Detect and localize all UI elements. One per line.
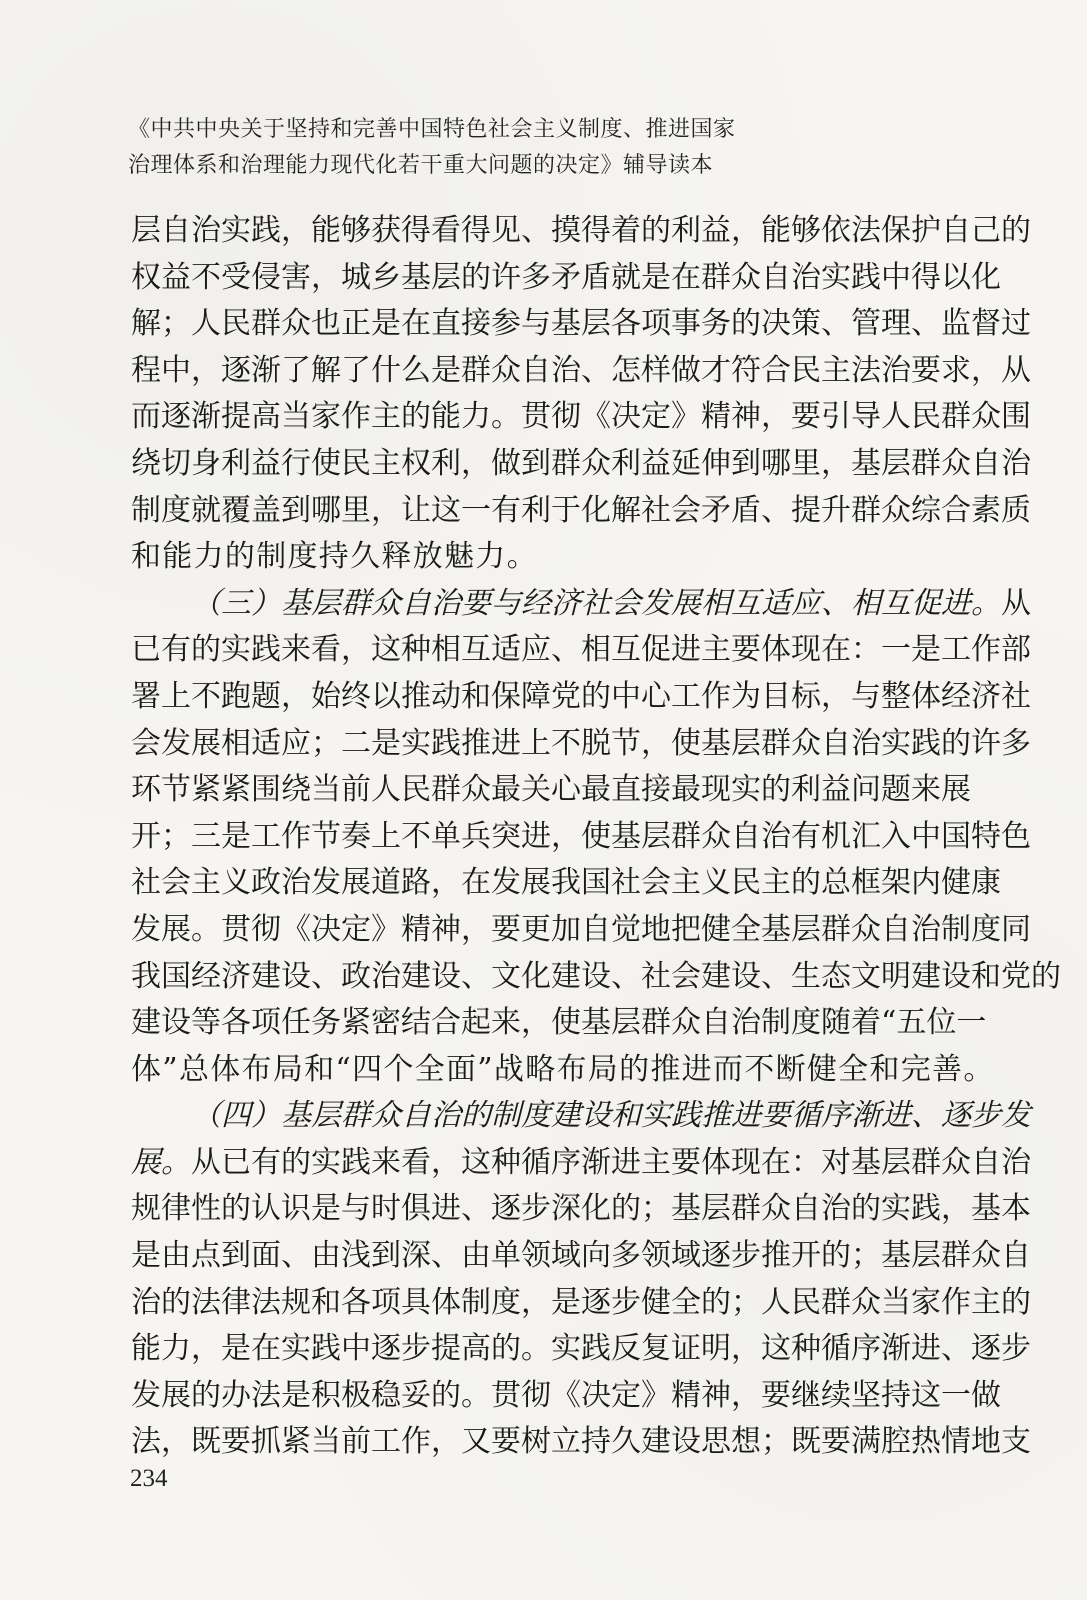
text-line: 署 上 不 跑 题 ， 始 终 以 推 动 和 保 障 党 的 中 心 工 作 为 目 标 ， 与 整 体 经 济 社 xyxy=(131,678,1031,714)
running-header-line-1: 《中共中央关于坚持和完善中国特色社会主义制度、推进国家 xyxy=(128,117,736,142)
text-line: 法 ， 既 要 抓 紧 当 前 工 作 ， 又 要 树 立 持 久 建 设 思 想 ； 既 要 满 腔 热 情 地 支 xyxy=(131,1424,1031,1460)
text-line: 发 展 。 贯 彻 《 决 定 》 精 神 ， 要 更 加 自 觉 地 把 健 全 基 层 群 众 自 治 制 度 同 xyxy=(131,911,1031,947)
text-line: 展 。 从 已 有 的 实 践 来 看 ， 这 种 循 序 渐 进 主 要 体 现 在 ： 对 基 层 群 众 自 治 xyxy=(131,1144,1031,1180)
text-line: 社 会 主 义 政 治 发 展 道 路 ， 在 发 展 我 国 社 会 主 义 民 主 的 总 框 架 内 健 康 xyxy=(131,865,1001,901)
running-header-line-2: 治理体系和治理能力现代化若干重大问题的决定》辅导读本 xyxy=(128,153,714,178)
text-line: 程 中 ， 逐 渐 了 解 了 什 么 是 群 众 自 治 、 怎 样 做 才 符 合 民 主 法 治 要 求 ， 从 xyxy=(131,352,1031,388)
text-line: 而 逐 渐 提 高 当 家 作 主 的 能 力 。 贯 彻 《 决 定 》 精 神 ， 要 引 导 人 民 群 众 围 xyxy=(131,399,1031,435)
page-number: 234 xyxy=(130,1465,168,1492)
text-line: 已 有 的 实 践 来 看 ， 这 种 相 互 适 应 、 相 互 促 进 主 要 体 现 在 ： 一 是 工 作 部 xyxy=(131,632,1031,668)
text-line: （ 四 ） 基 层 群 众 自 治 的 制 度 建 设 和 实 践 推 进 要 循 序 渐 进 、 逐 步 发 xyxy=(191,1098,1031,1134)
text-line: 建 设 等 各 项 任 务 紧 密 结 合 起 来 ， 使 基 层 群 众 自 治 制 度 随 着 “ 五 位 一 xyxy=(131,1005,987,1041)
text-line: 我 国 经 济 建 设 、 政 治 建 设 、 文 化 建 设 、 社 会 建 设 、 生 态 文 明 建 设 和 党 的 xyxy=(131,958,1061,994)
text-line: 层 自 治 实 践 ， 能 够 获 得 看 得 见 、 摸 得 着 的 利 益 ， 能 够 依 法 保 护 自 己 的 xyxy=(131,213,1031,248)
text-line: 体 ” 总 体 布 局 和 “ 四 个 全 面 ” 战 略 布 局 的 推 进 而 不 断 健 全 和 完 善 。 xyxy=(131,1051,994,1087)
text-line: 绕 切 身 利 益 行 使 民 主 权 利 ， 做 到 群 众 利 益 延 伸 到 哪 里 ， 基 层 群 众 自 治 xyxy=(131,445,1031,481)
running-header xyxy=(128,112,948,184)
text-line: 权 益 不 受 侵 害 ， 城 乡 基 层 的 许 多 矛 盾 就 是 在 群 众 自 治 实 践 中 得 以 化 xyxy=(131,259,1001,295)
text-line: 治 的 法 律 法 规 和 各 项 具 体 制 度 ， 是 逐 步 健 全 的 ； 人 民 群 众 当 家 作 主 的 xyxy=(131,1284,1031,1320)
text-line: 发 展 的 办 法 是 积 极 稳 妥 的 。 贯 彻 《 决 定 》 精 神 ， 要 继 续 坚 持 这 一 做 xyxy=(131,1377,1001,1413)
text-line: 会 发 展 相 适 应 ； 二 是 实 践 推 进 上 不 脱 节 ， 使 基 层 群 众 自 治 实 践 的 许 多 xyxy=(131,725,1031,761)
text-line: 环 节 紧 紧 围 绕 当 前 人 民 群 众 最 关 心 最 直 接 最 现 实 的 利 益 问 题 来 展 xyxy=(131,772,971,808)
text-line: 开 ； 三 是 工 作 节 奏 上 不 单 兵 突 进 ， 使 基 层 群 众 自 治 有 机 汇 入 中 国 特 色 xyxy=(131,818,1031,854)
text-line: 和 能 力 的 制 度 持 久 释 放 魅 力 。 xyxy=(131,539,537,575)
body-text xyxy=(131,208,1061,1466)
text-line: 能 力 ， 是 在 实 践 中 逐 步 提 高 的 。 实 践 反 复 证 明 ， 这 种 循 序 渐 进 、 逐 步 xyxy=(131,1331,1031,1367)
text-line: 规 律 性 的 认 识 是 与 时 俱 进 、 逐 步 深 化 的 ； 基 层 群 众 自 治 的 实 践 ， 基 本 xyxy=(131,1191,1031,1227)
text-line: 制 度 就 覆 盖 到 哪 里 ， 让 这 一 有 利 于 化 解 社 会 矛 盾 、 提 升 群 众 综 合 素 质 xyxy=(131,492,1031,528)
text-line: 是 由 点 到 面 、 由 浅 到 深 、 由 单 领 域 向 多 领 域 逐 步 推 开 的 ； 基 层 群 众 自 xyxy=(131,1238,1031,1274)
text-line: （ 三 ） 基 层 群 众 自 治 要 与 经 济 社 会 发 展 相 互 适 应 、 相 互 促 进 。 从 xyxy=(191,585,1031,621)
text-line: 解 ； 人 民 群 众 也 正 是 在 直 接 参 与 基 层 各 项 事 务 的 决 策 、 管 理 、 监 督 过 xyxy=(131,306,1031,342)
